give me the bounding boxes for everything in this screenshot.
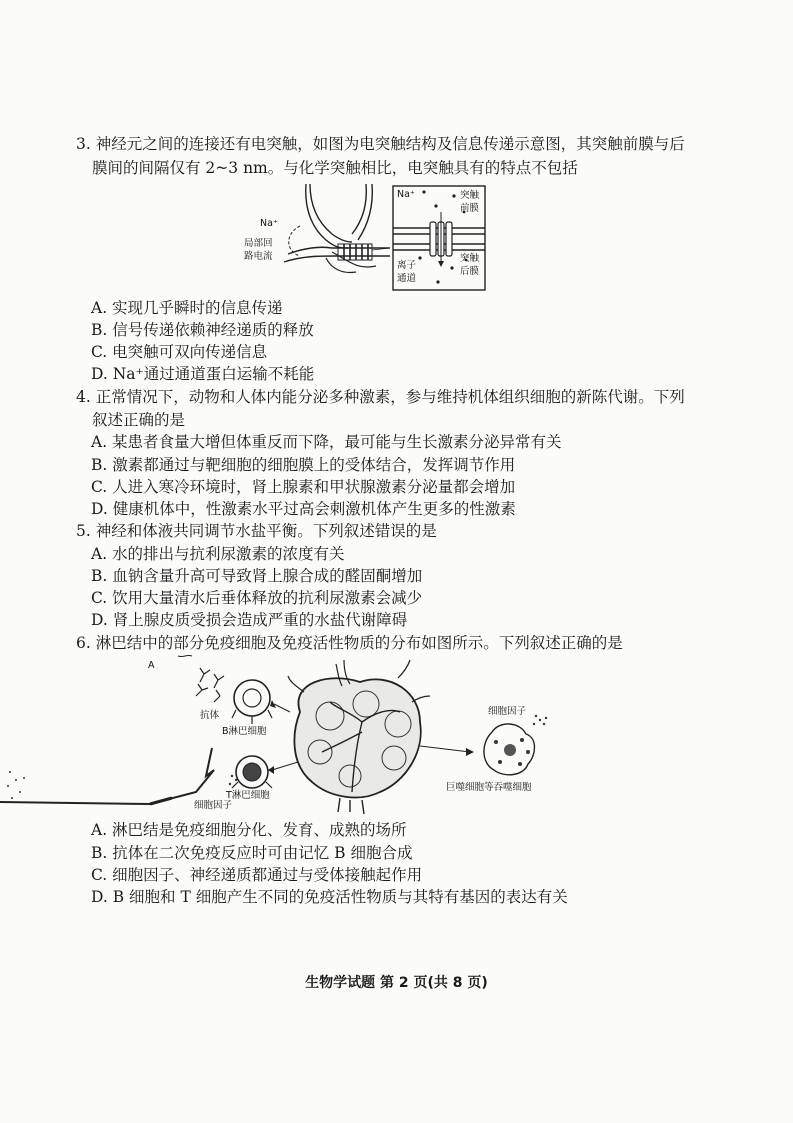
q4-option-b: B. 激素都通过与靶细胞的细胞膜上的受体结合，发挥调节作用 xyxy=(91,456,516,474)
cytokine-label-right: 细胞因子 xyxy=(488,706,527,717)
cytokine-label-left: 细胞因子 xyxy=(194,800,233,811)
presynaptic-label-1: 突触 xyxy=(460,190,480,201)
q6-option-a: A. 淋巴结是免疫细胞分化、发育、成熟的场所 xyxy=(91,821,407,839)
q4-stem-line1: 4. 正常情况下，动物和人体内能分泌多种激素，参与维持机体组织细胞的新陈代谢。下列 xyxy=(76,388,685,406)
q4-option-a: A. 某患者食量大增但体重反而下降，最可能与生长激素分泌异常有关 xyxy=(91,433,562,451)
na-ion-label-box: Na⁺ xyxy=(397,189,415,200)
macrophage-label: 巨噬细胞等吞噬细胞 xyxy=(446,782,532,793)
na-ion-label-left: Na⁺ xyxy=(260,218,278,229)
q5-option-d: D. 肾上腺皮质受损会造成严重的水盐代谢障碍 xyxy=(91,611,408,629)
q3-stem-line2: 膜间的间隔仅有 2~3 nm。与化学突触相比，电突触具有的特点不包括 xyxy=(92,159,578,177)
q3-option-c: C. 电突触可双向传递信息 xyxy=(91,343,268,361)
q5-stem: 5. 神经和体液共同调节水盐平衡。下列叙述错误的是 xyxy=(76,522,437,540)
postsynaptic-label-1: 突触 xyxy=(460,253,480,264)
q3-option-d: D. Na⁺通过通道蛋白运输不耗能 xyxy=(91,365,315,383)
page-footer: 生物学试题 第 2 页(共 8 页) xyxy=(305,975,488,991)
ion-channel-label-1: 离子 xyxy=(397,260,417,271)
presynaptic-label-2: 前膜 xyxy=(460,203,480,214)
q6-option-d: D. B 细胞和 T 细胞产生不同的免疫活性物质与其特有基因的表达有关 xyxy=(91,888,568,906)
q5-option-a: A. 水的排出与抗利尿激素的浓度有关 xyxy=(91,545,345,563)
postsynaptic-label-2: 后膜 xyxy=(460,266,480,277)
q4-option-c: C. 人进入寒冷环境时，肾上腺素和甲状腺激素分泌量都会增加 xyxy=(91,478,516,496)
q4-option-d: D. 健康机体中，性激素水平过高会刺激机体产生更多的性激素 xyxy=(91,500,516,518)
ion-channel-label-2: 通道 xyxy=(397,273,417,284)
q5-option-b: B. 血钠含量升高可导致肾上腺合成的醛固酮增加 xyxy=(91,567,423,585)
q6-option-b: B. 抗体在二次免疫反应时可由记忆 B 细胞合成 xyxy=(91,844,413,862)
lymph-node-figure xyxy=(0,652,600,824)
q4-stem-line2: 叙述正确的是 xyxy=(92,411,186,429)
q3-option-a: A. 实现几乎瞬时的信息传递 xyxy=(91,299,283,317)
q3-option-b: B. 信号传递依赖神经递质的释放 xyxy=(91,321,314,339)
t-cell-label: T淋巴细胞 xyxy=(226,790,270,801)
figure-mark-label: A xyxy=(148,660,155,671)
q3-stem-line1: 3. 神经元之间的连接还有电突触，如图为电突触结构及信息传递示意图，其突触前膜与后 xyxy=(76,135,685,153)
local-current-label-2: 路电流 xyxy=(244,251,273,262)
local-current-label-1: 局部回 xyxy=(244,238,273,249)
q5-option-c: C. 饮用大量清水后垂体释放的抗利尿激素会减少 xyxy=(91,589,423,607)
electrical-synapse-figure xyxy=(240,182,520,294)
q6-option-c: C. 细胞因子、神经递质都通过与受体接触起作用 xyxy=(91,866,423,884)
q6-stem: 6. 淋巴结中的部分免疫细胞及免疫活性物质的分布如图所示。下列叙述正确的是 xyxy=(76,634,623,652)
antibody-label: 抗体 xyxy=(200,710,220,721)
b-cell-label: B淋巴细胞 xyxy=(222,726,267,737)
